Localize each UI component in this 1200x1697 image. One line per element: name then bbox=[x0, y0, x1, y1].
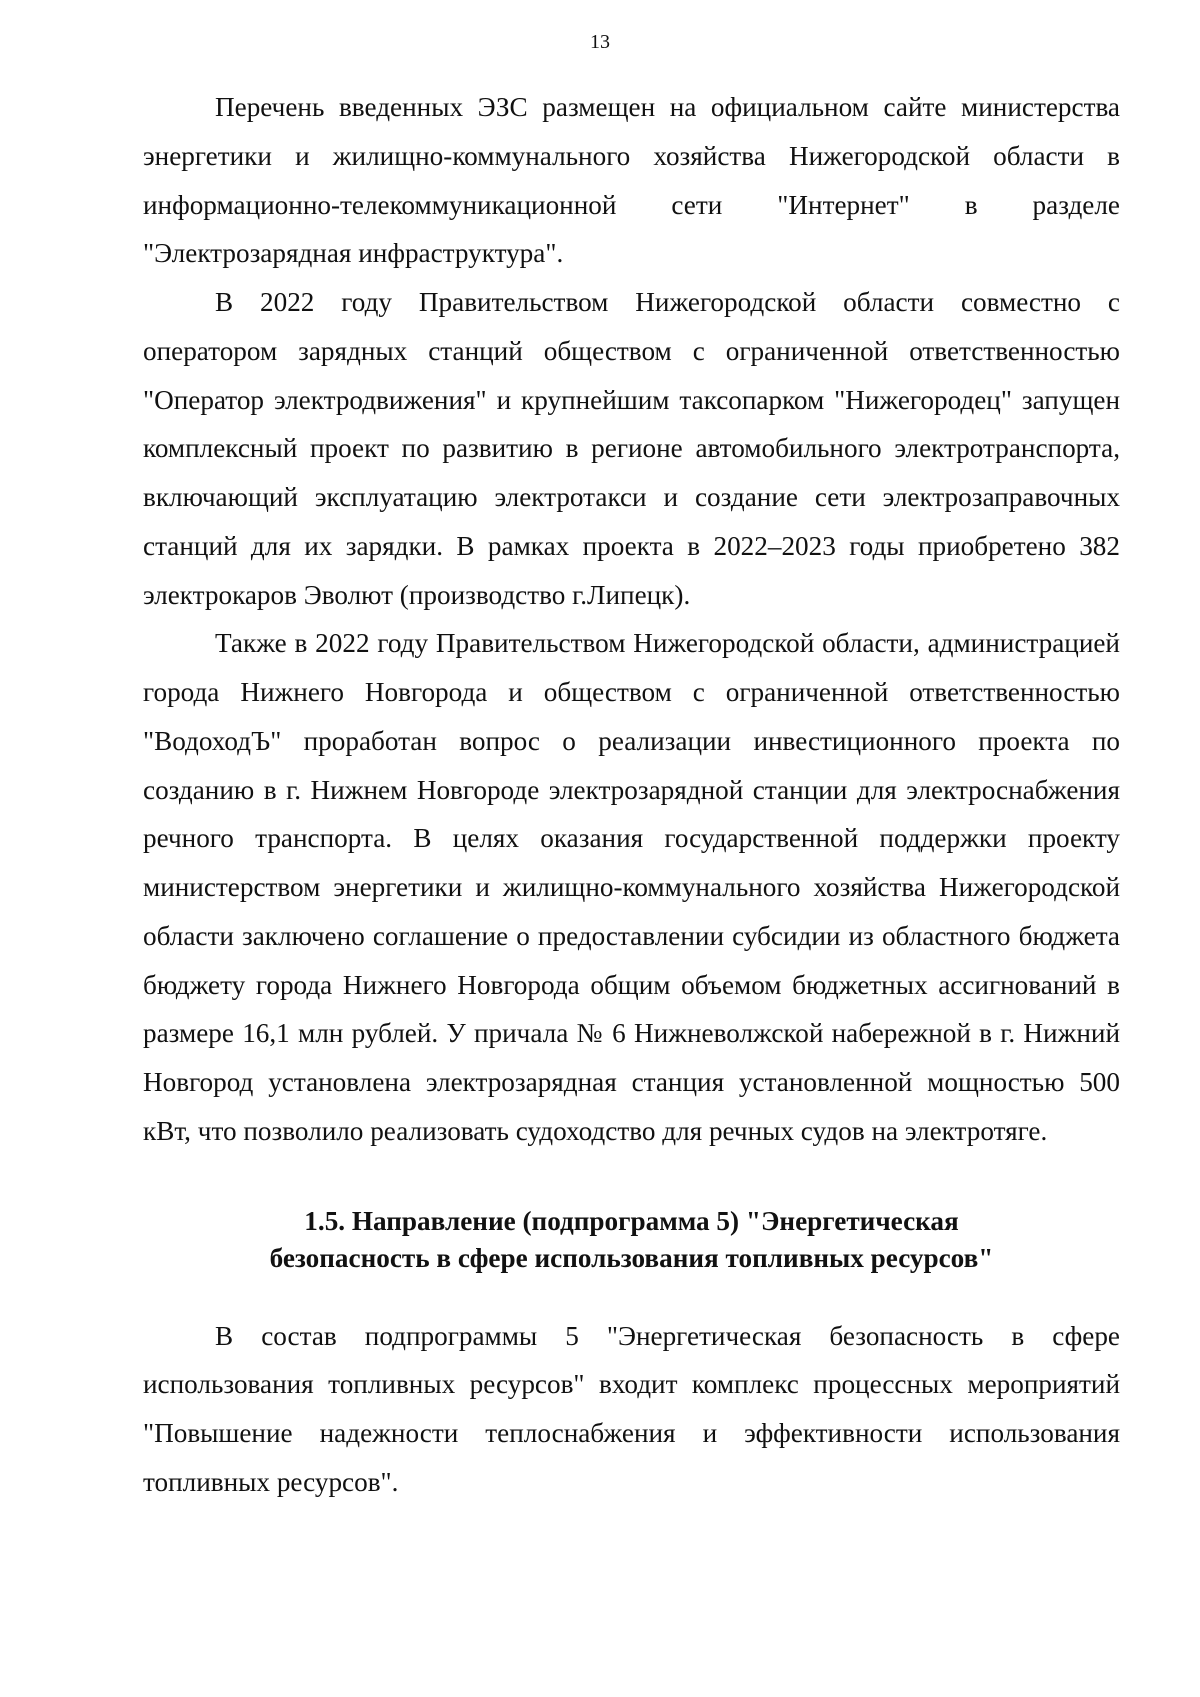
section-heading bbox=[143, 1156, 1120, 1312]
section-heading-line-2: безопасность в сфере использования топливных ресурсов" bbox=[269, 1242, 994, 1273]
page-number: 13 bbox=[590, 31, 610, 53]
document-body bbox=[143, 83, 1120, 1507]
paragraph-electric-taxi-project: В 2022 году Правительством Нижегородской области совместно с оператором зарядных станций обществом с ограниченной ответственностью "Оператор электродвижения" и крупнейшим таксопарком "Нижегородец" запущен комплексный проект по развитию в регионе автомобильного электротранспорта, включающий эксплуатацию электротакси и создание сети электрозаправочных станций для их зарядки. В рамках проекта в 2022–2023 годы приобретено 382 электрокаров Эволют (производство г.Липецк). bbox=[143, 287, 1120, 610]
paragraph-subprogram-5: В состав подпрограммы 5 "Энергетическая безопасность в сфере использования топливных ресурсов" входит комплекс процессных мероприятий "Повышение надежности теплоснабжения и эффективности использования топливных ресурсов". bbox=[143, 1320, 1120, 1497]
section-heading-line-1: 1.5. Направление (подпрограмма 5) "Энергетическая bbox=[304, 1205, 959, 1236]
paragraph-river-charging-station: Также в 2022 году Правительством Нижегородской области, администрацией города Нижнего Новгорода и обществом с ограниченной ответственностью "ВодоходЪ" проработан вопрос о реализации инвестиционного проекта по созданию в г. Нижнем Новгороде электрозарядной станции для электроснабжения речного транспорта. В целях оказания государственной поддержки проекту министерством энергетики и жилищно-коммунального хозяйства Нижегородской области заключено соглашение о предоставлении субсидии из областного бюджета бюджету города Нижнего Новгорода общим объемом бюджетных ассигнований в размере 16,1 млн рублей. У причала № 6 Нижневолжской набережной в г. Нижний Новгород установлена электрозарядная станция установленной мощностью 500 кВт, что позволило реализовать судоходство для речных судов на электротяге. bbox=[143, 628, 1120, 1146]
paragraph-ezs-list: Перечень введенных ЭЗС размещен на официальном сайте министерства энергетики и жилищно-коммунального хозяйства Нижегородской области в информационно-телекоммуникационной сети "Интернет" в разделе "Электрозарядная инфраструктура". bbox=[143, 92, 1120, 269]
